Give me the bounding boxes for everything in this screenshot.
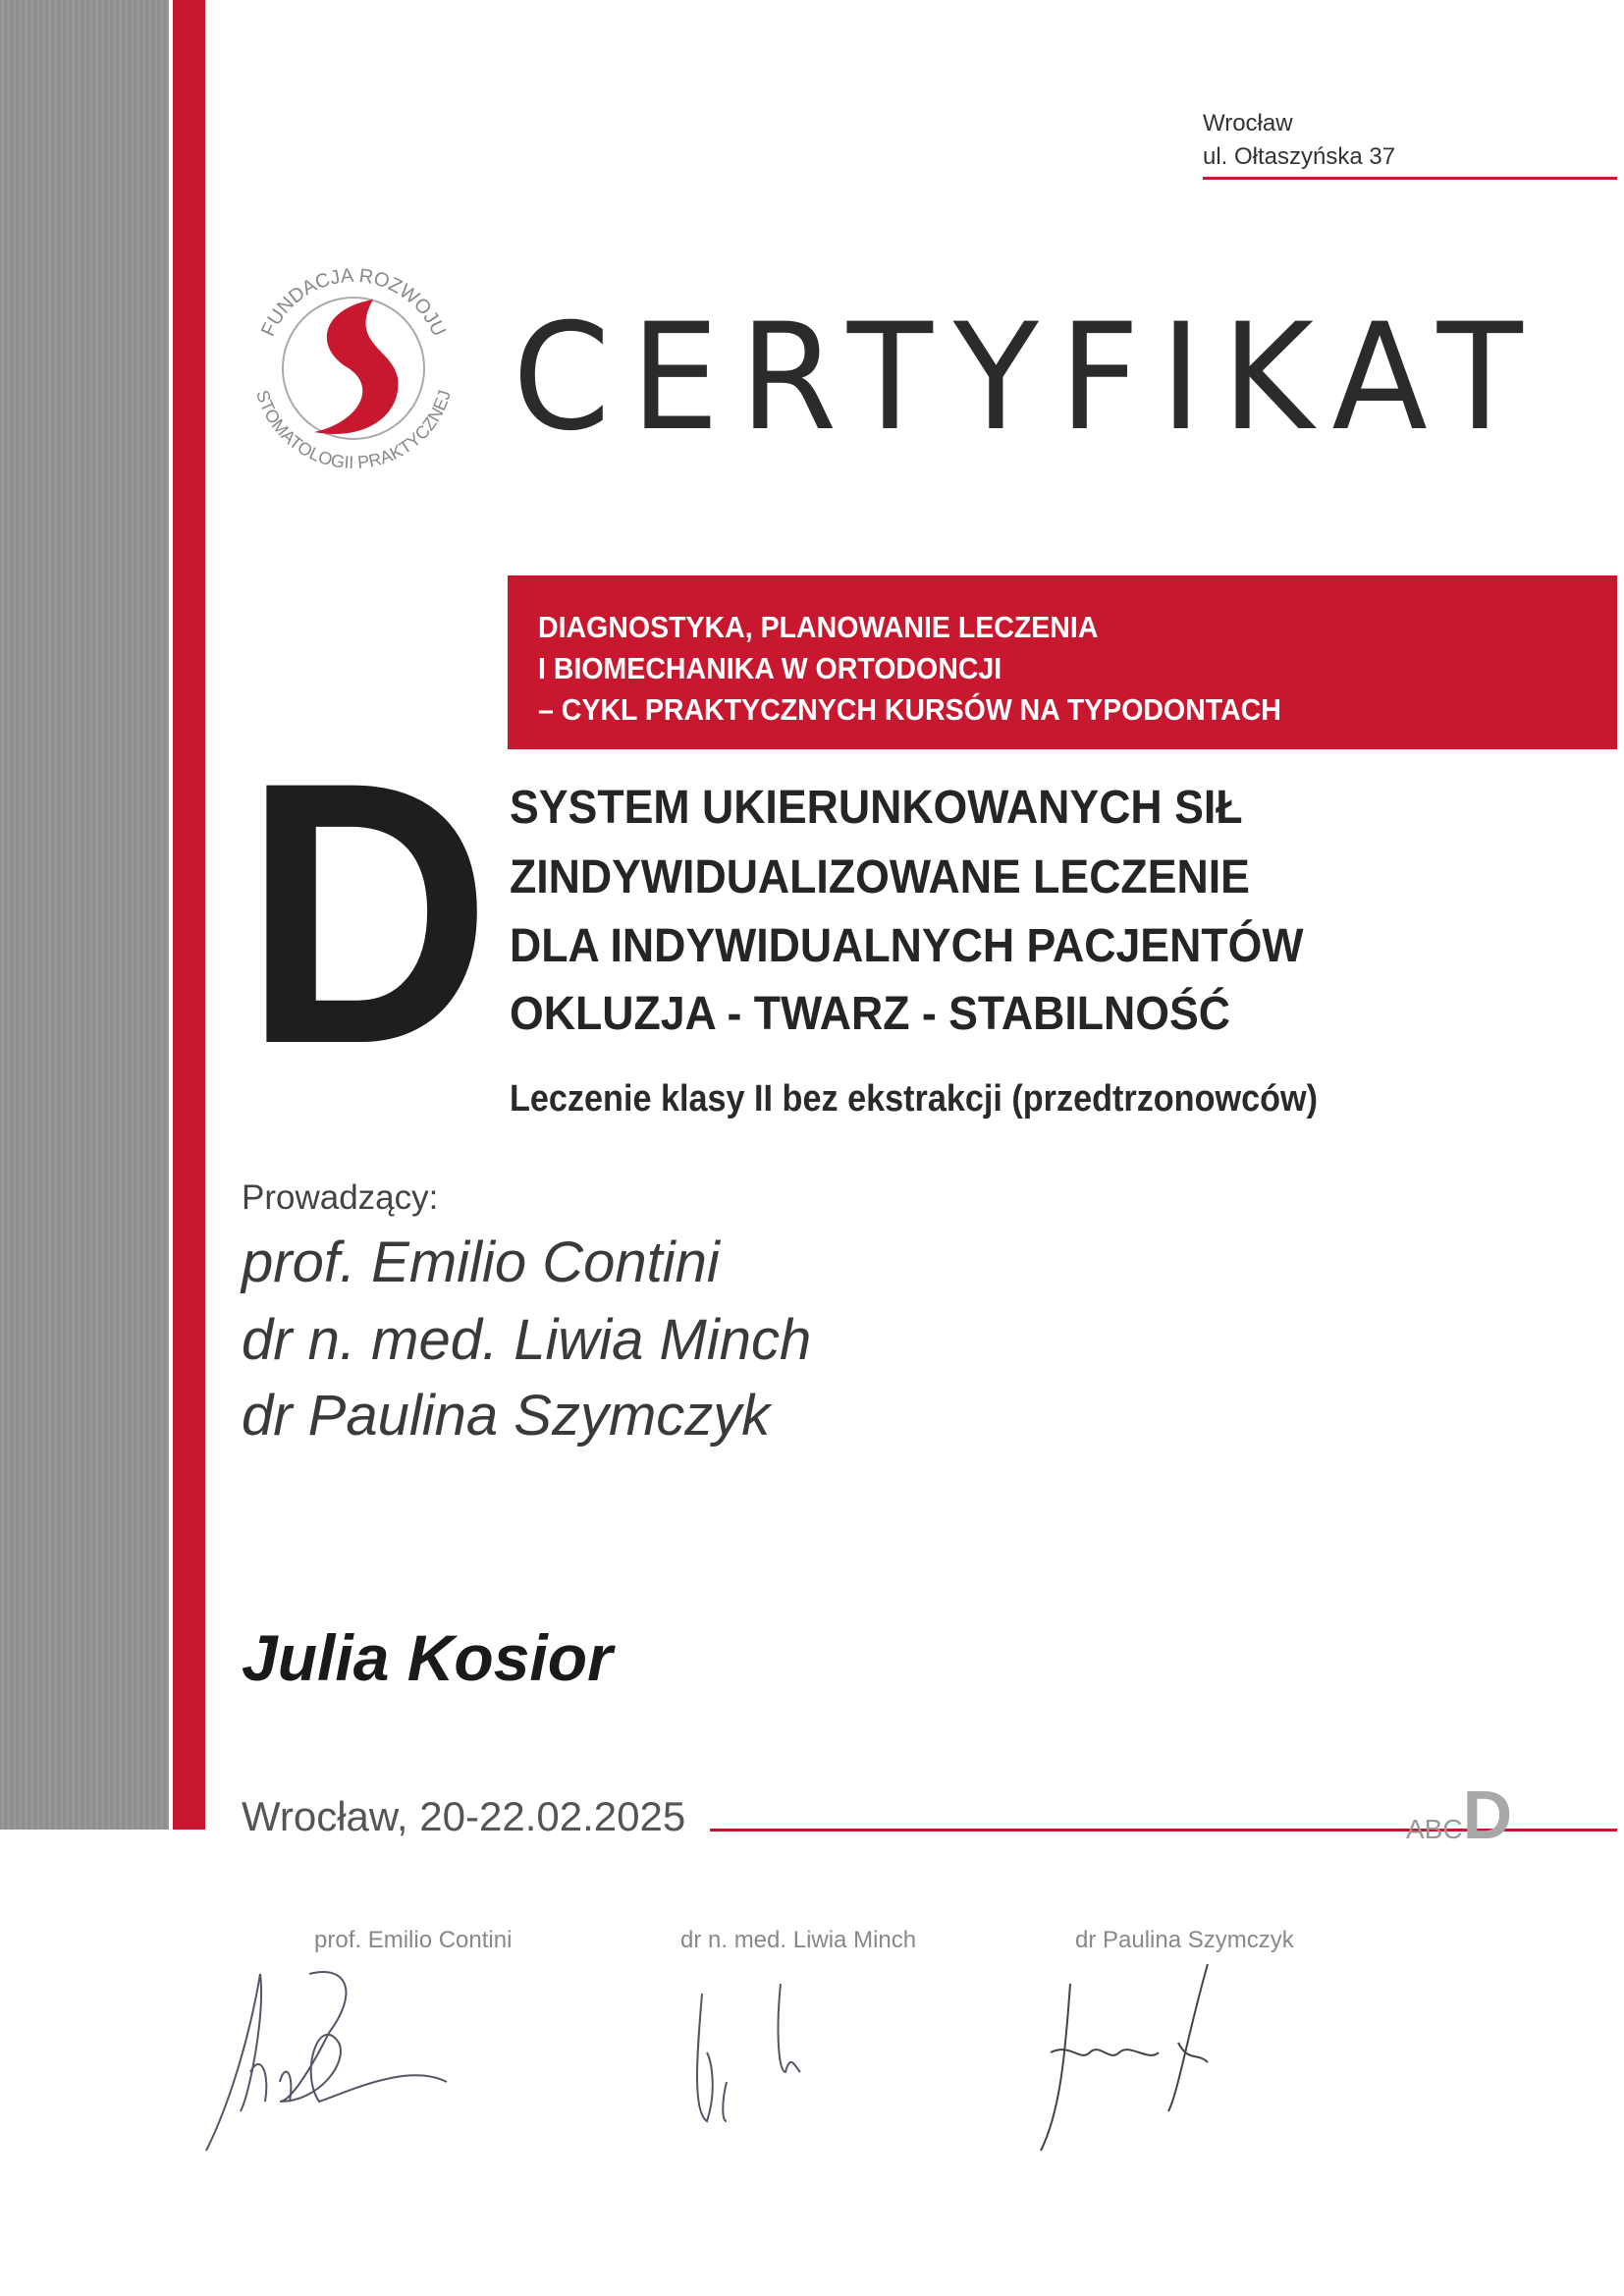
lecturers-label: Prowadzący: [242, 1178, 439, 1217]
logo-text-bottom: STOMATOLOGII PRAKTYCZNEJ [252, 387, 455, 473]
certificate-title: CERTYFIKAT [513, 293, 1543, 464]
program-line: DIAGNOSTYKA, PLANOWANIE LECZENIA [538, 610, 1099, 644]
series-mark [1406, 1776, 1512, 1854]
module-letter: D [244, 704, 492, 1121]
course-line: SYSTEM UKIERUNKOWANYCH SIŁ [510, 782, 1243, 834]
gray-side-strip [0, 0, 169, 1830]
signature-label: dr Paulina Szymczyk [1075, 1927, 1294, 1953]
lecturer-name: dr Paulina Szymczyk [242, 1384, 771, 1448]
program-line: – CYKL PRAKTYCZNYCH KURSÓW NA TYPODONTACH [538, 692, 1281, 727]
signature-szymczyk [1031, 1954, 1276, 2170]
header-city: Wrocław [1203, 110, 1293, 137]
logo-text-top: FUNDACJA ROZWOJU [257, 264, 450, 340]
series-big: D [1462, 1777, 1513, 1853]
signature-minch [682, 1974, 879, 2151]
signature-label: dr n. med. Liwia Minch [680, 1927, 917, 1953]
course-line: ZINDYWIDUALIZOWANE LECZENIE [510, 851, 1250, 903]
header-divider [1203, 177, 1617, 180]
program-line: I BIOMECHANIKA W ORTODONCJI [538, 651, 1002, 685]
foundation-logo [241, 255, 466, 481]
course-line: DLA INDYWIDUALNYCH PACJENTÓW [510, 920, 1304, 972]
place-date: Wrocław, 20-22.02.2025 [242, 1793, 686, 1839]
red-side-bar [173, 0, 205, 1830]
program-banner [508, 575, 1617, 749]
series-small: ABC [1406, 1814, 1463, 1844]
course-subtitle: Leczenie klasy II bez ekstrakcji (przedtrzonowców) [510, 1078, 1318, 1120]
signature-contini [191, 1954, 633, 2170]
participant-name: Julia Kosior [242, 1621, 613, 1694]
lecturer-name: prof. Emilio Contini [242, 1230, 720, 1294]
course-line: OKLUZJA - TWARZ - STABILNOŚĆ [510, 988, 1231, 1040]
lecturer-name: dr n. med. Liwia Minch [242, 1308, 812, 1372]
header-street: ul. Ołtaszyńska 37 [1203, 143, 1396, 170]
signature-label: prof. Emilio Contini [314, 1927, 513, 1953]
